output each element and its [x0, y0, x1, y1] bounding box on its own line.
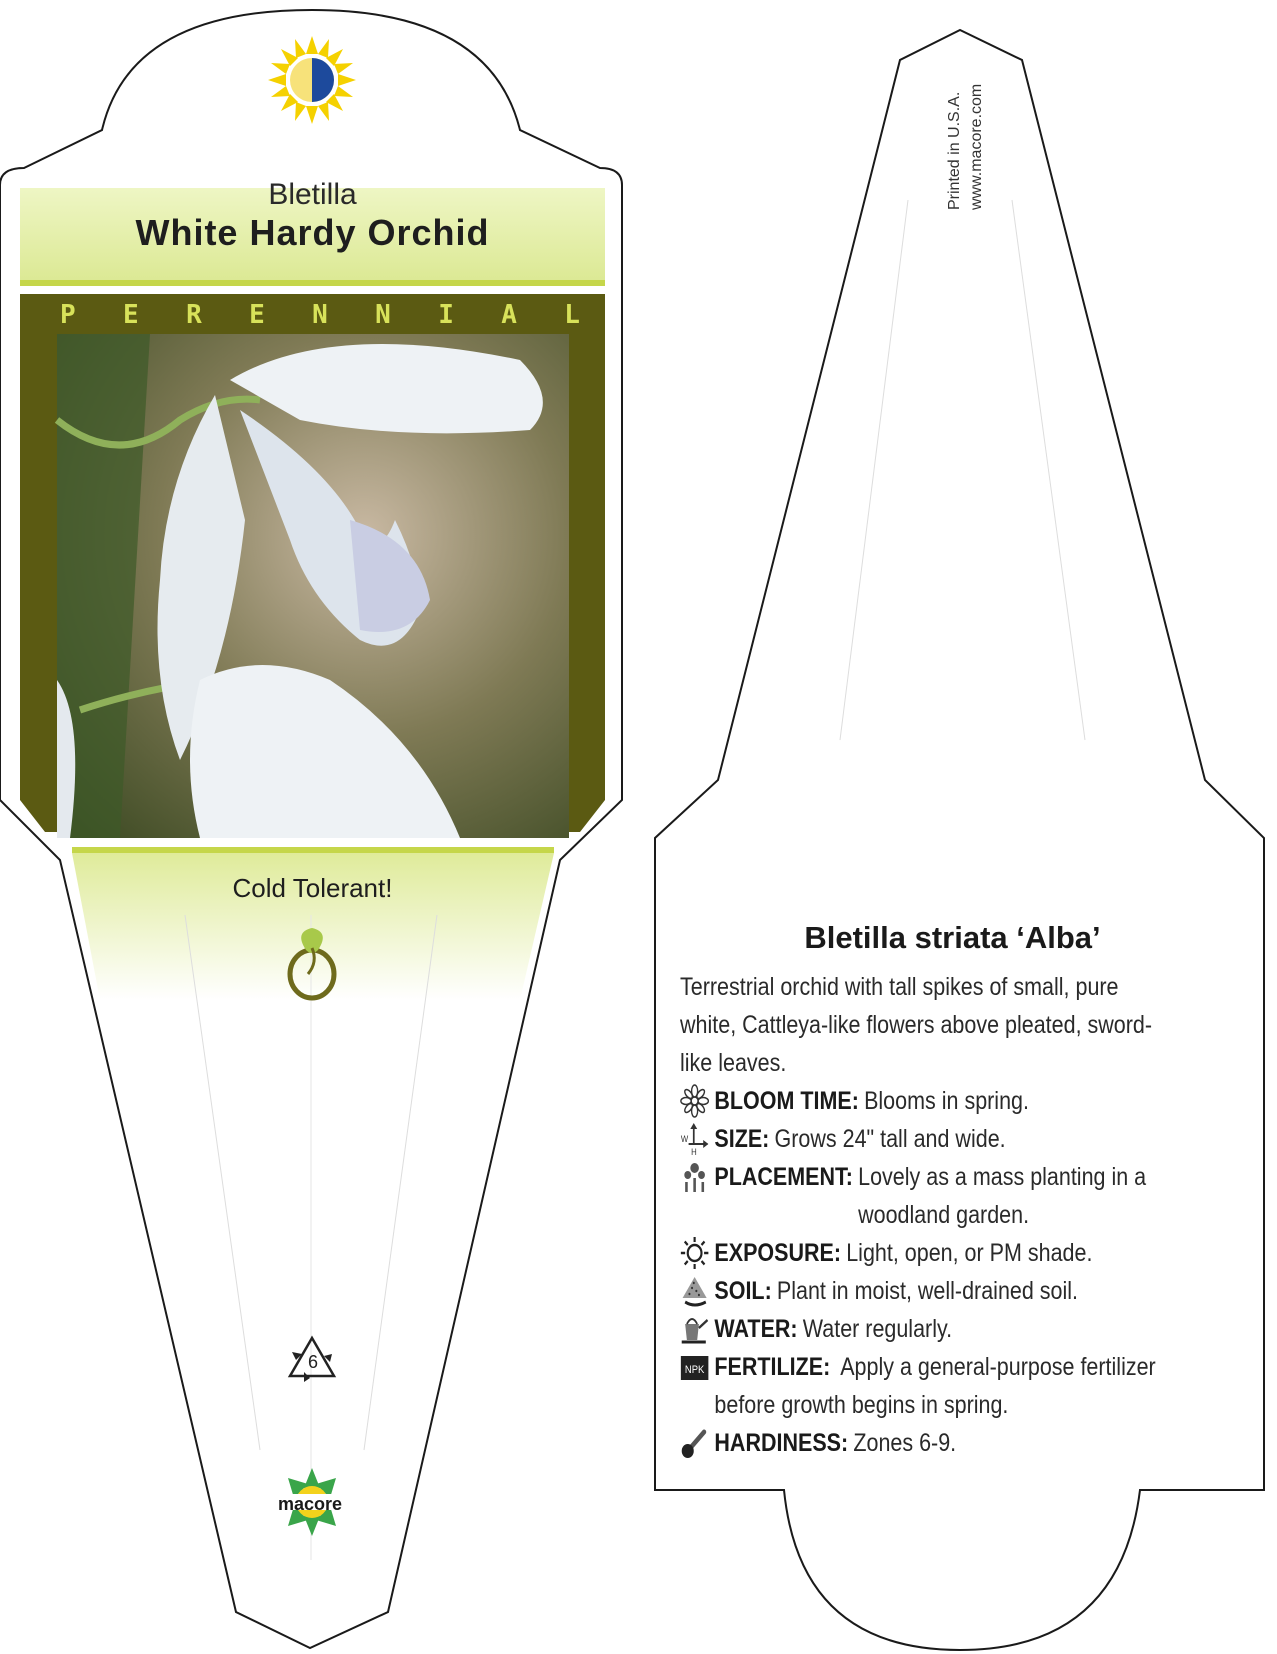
npk-icon: [680, 1350, 709, 1384]
watering-can-icon: [680, 1312, 709, 1346]
bloom-text: Blooms in spring.: [864, 1087, 1029, 1115]
orchid-photo: [57, 334, 569, 838]
care-row-fertilize: [680, 1348, 1162, 1424]
placement-text: Lovely as a mass planting in a woodland garden.: [858, 1163, 1147, 1229]
category-letter: R: [186, 300, 202, 330]
category-letter: L: [564, 300, 580, 330]
care-row-exposure: [680, 1234, 1162, 1272]
hardiness-text: Zones 6-9.: [853, 1429, 957, 1457]
care-info: [680, 968, 1162, 1462]
soil-label: SOIL:: [714, 1277, 772, 1305]
exposure-label: EXPOSURE:: [714, 1239, 842, 1267]
tagline: Cold Tolerant!: [232, 873, 393, 903]
sun-partial-shade-icon: [268, 36, 356, 124]
category-letter: E: [123, 300, 139, 330]
care-row-size: [680, 1120, 1162, 1158]
bottom-rule: [72, 847, 554, 853]
category-letter: I: [438, 300, 454, 330]
category-letter: A: [501, 300, 517, 330]
flower-icon: [680, 1084, 709, 1118]
size-arrows-icon: [680, 1122, 709, 1156]
genus-name: Bletilla: [268, 178, 357, 211]
thermometer-icon: [680, 1426, 709, 1460]
care-row-water: [680, 1310, 1162, 1348]
placement-label: PLACEMENT:: [714, 1163, 853, 1191]
front-tag: [0, 10, 622, 1648]
placement-icon: [680, 1160, 709, 1194]
category-letter: N: [375, 300, 391, 330]
fertilize-text: Apply a general-purpose fertilizer before growth begins in spring.: [714, 1353, 1156, 1419]
botanical-name: Bletilla striata ‘Alba’: [804, 920, 1101, 955]
soil-icon: [680, 1274, 709, 1308]
care-row-hardiness: [680, 1424, 1162, 1462]
brand-name: macore: [277, 1494, 343, 1514]
printed-in-text: Printed in U.S.A.: [946, 91, 963, 210]
fertilize-label: FERTILIZE:: [714, 1353, 831, 1381]
size-w-letter: W: [680, 1133, 689, 1145]
hardiness-label: HARDINESS:: [714, 1429, 849, 1457]
category-letter: N: [312, 300, 328, 330]
header-rule: [20, 280, 605, 286]
care-row-soil: [680, 1272, 1162, 1310]
sun-icon: [680, 1236, 709, 1270]
size-h-letter: H: [691, 1146, 697, 1156]
description: Terrestrial orchid with tall spikes of small, pure white, Cattleya-like flowers above pleated, sword-like leaves.: [680, 973, 1153, 1077]
category-label: [60, 300, 580, 330]
size-text: Grows 24" tall and wide.: [774, 1125, 1006, 1153]
common-name: White Hardy Orchid: [135, 212, 490, 253]
website-text: www.macore.com: [968, 83, 985, 210]
bloom-label: BLOOM TIME:: [714, 1087, 859, 1115]
water-label: WATER:: [714, 1315, 798, 1343]
npk-icon-text: NPK: [684, 1364, 705, 1377]
category-letter: P: [60, 300, 76, 330]
exposure-text: Light, open, or PM shade.: [846, 1239, 1093, 1267]
size-label: SIZE:: [714, 1125, 770, 1153]
category-letter: E: [249, 300, 265, 330]
recycle-number: 6: [307, 1352, 318, 1372]
water-text: Water regularly.: [802, 1315, 953, 1343]
care-row-bloom: [680, 1082, 1162, 1120]
soil-text: Plant in moist, well-drained soil.: [776, 1277, 1079, 1305]
care-row-placement: [680, 1158, 1162, 1234]
